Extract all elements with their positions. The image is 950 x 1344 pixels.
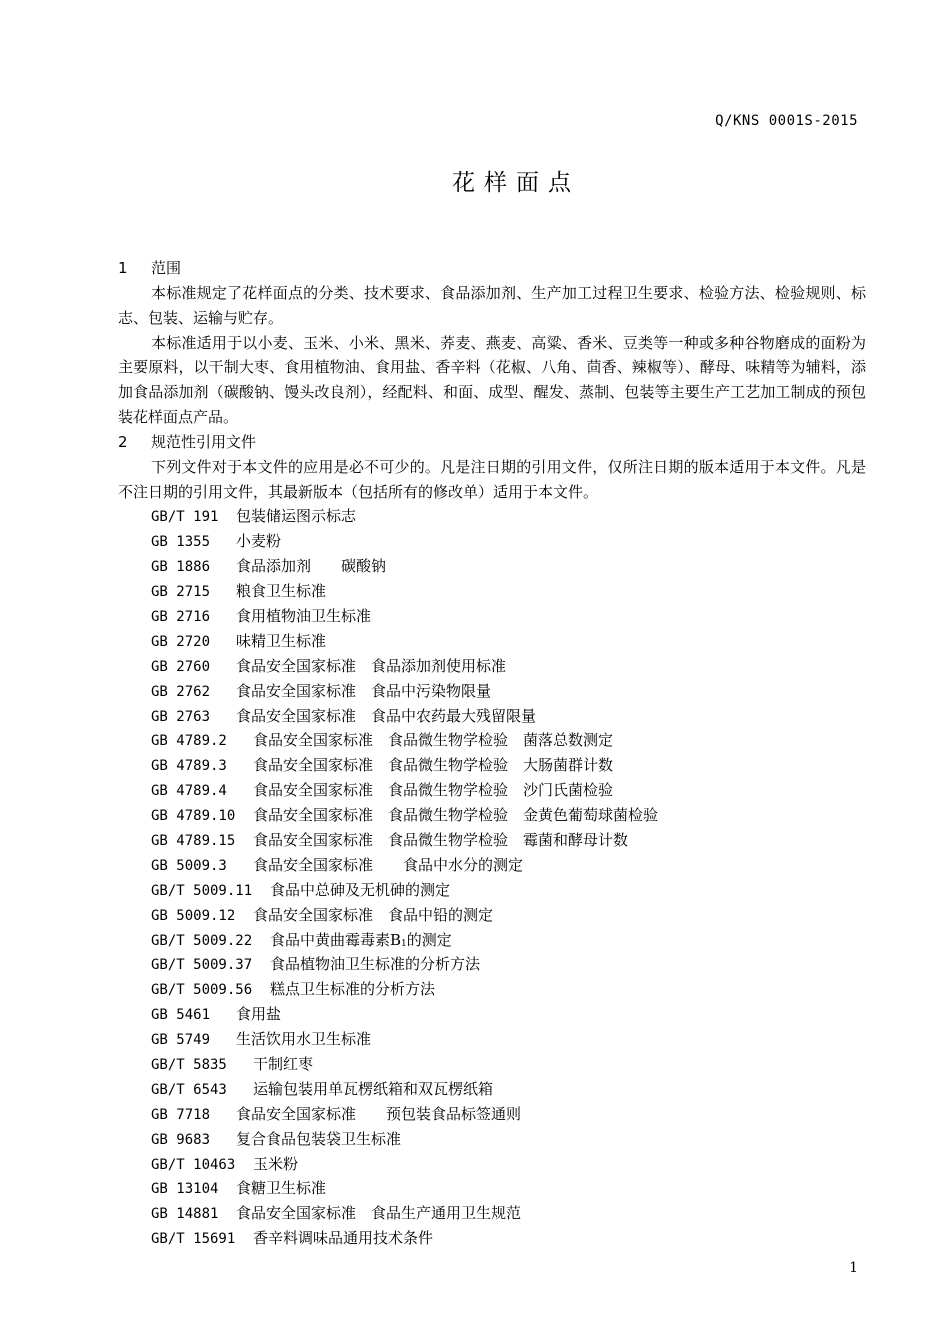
reference-code: GB/T 5835: [151, 1056, 227, 1073]
reference-code: GB/T 5009.37: [151, 957, 253, 974]
reference-code: GB 2760: [151, 658, 211, 675]
reference-title: 食品安全国家标准 预包装食品标签通则: [236, 1104, 522, 1123]
paragraph: 本标准规定了花样面点的分类、技术要求、食品添加剂、生产加工过程卫生要求、检验方法、检验规则、标志、包装、运输与贮存。: [118, 284, 866, 327]
reference-item: [118, 1052, 866, 1077]
reference-title: 食品安全国家标准 食品中铅的测定: [253, 905, 494, 924]
reference-item: [118, 878, 866, 903]
reference-code: GB 4789.15: [151, 832, 236, 849]
reference-title: 复合食品包装袋卫生标准: [236, 1129, 402, 1148]
reference-title: 粮食卫生标准: [236, 582, 327, 601]
reference-code: GB 2716: [151, 608, 211, 625]
reference-item: [118, 554, 866, 579]
reference-item: [118, 579, 866, 604]
reference-code: GB 2763: [151, 708, 211, 725]
reference-code: GB 5749: [151, 1032, 211, 1049]
reference-item: [118, 1002, 866, 1027]
reference-title: 味精卫生标准: [236, 631, 327, 650]
paragraph: 本标准适用于以小麦、玉米、小米、黑米、荞麦、燕麦、高粱、香米、豆类等一种或多种谷物磨成的面粉为主要原料，以干制大枣、食用植物油、食用盐、香辛料（花椒、八角、茴香、辣椒等）、酵母、味精等为辅料，添加食品添加剂（碳酸钠、馒头改良剂），经配料、和面、成型、醒发、蒸制、包装等主要生产工艺加工制成的预包装花样面点产品。: [118, 333, 866, 426]
reference-title: 干制红枣: [253, 1054, 314, 1073]
reference-code: GB 5009.3: [151, 857, 227, 874]
document-body: [118, 256, 866, 1251]
reference-title: 食品安全国家标准 食品微生物学检验 沙门氏菌检验: [253, 781, 614, 800]
section-number: 2: [118, 432, 128, 451]
reference-item: [118, 1102, 866, 1127]
reference-title: 食品中总砷及无机砷的测定: [270, 880, 451, 899]
reference-item: [118, 903, 866, 928]
reference-code: GB 4789.4: [151, 783, 227, 800]
reference-code: GB 1355: [151, 534, 211, 551]
reference-title: 食品安全国家标准 食品中水分的测定: [253, 855, 524, 874]
standard-code: Q/KNS 0001S-2015: [715, 113, 858, 129]
reference-title: 食品安全国家标准 食品中污染物限量: [236, 681, 492, 700]
reference-list: [118, 504, 866, 1251]
reference-item: [118, 803, 866, 828]
reference-code: GB 9683: [151, 1131, 211, 1148]
reference-code: GB 13104: [151, 1181, 219, 1198]
page-number: 1: [849, 1260, 858, 1276]
reference-title: 食品安全国家标准 食品添加剂使用标准: [236, 656, 507, 675]
reference-item: [118, 1152, 866, 1177]
reference-code: GB/T 191: [151, 509, 219, 526]
reference-item: [118, 952, 866, 977]
reference-code: GB 2762: [151, 683, 211, 700]
reference-item: [118, 853, 866, 878]
reference-item: [118, 1077, 866, 1102]
reference-title: 食用植物油卫生标准: [236, 606, 372, 625]
reference-title: 食品安全国家标准 食品微生物学检验 菌落总数测定: [253, 731, 614, 750]
reference-title-suffix: 的测定: [406, 930, 452, 949]
reference-item: [118, 778, 866, 803]
reference-item: [118, 654, 866, 679]
paragraph: 下列文件对于本文件的应用是必不可少的。凡是注日期的引用文件，仅所注日期的版本适用于本文件。凡是不注日期的引用文件，其最新版本（包括所有的修改单）适用于本文件。: [118, 457, 866, 501]
reference-item: [118, 679, 866, 704]
reference-title: 包装储运图示标志: [236, 507, 357, 526]
reference-code: GB 5009.12: [151, 907, 236, 924]
reference-item: [118, 704, 866, 729]
reference-title: 香辛料调味品通用技术条件: [253, 1229, 434, 1248]
reference-title: 生活饮用水卫生标准: [236, 1030, 372, 1049]
reference-item: [118, 504, 866, 529]
reference-code: GB 2720: [151, 633, 211, 650]
reference-item: [118, 629, 866, 654]
reference-code: GB 4789.2: [151, 733, 227, 750]
reference-code: GB 2715: [151, 584, 211, 601]
reference-code: GB 4789.10: [151, 808, 236, 825]
section-heading-scope: [118, 256, 866, 281]
reference-code: GB/T 10463: [151, 1156, 236, 1173]
reference-item: [118, 1127, 866, 1152]
reference-title: 食品安全国家标准 食品微生物学检验 金黄色葡萄球菌检验: [253, 806, 659, 825]
reference-code: GB/T 5009.56: [151, 982, 253, 999]
reference-title: 食品安全国家标准 食品生产通用卫生规范: [236, 1204, 522, 1223]
reference-code: GB 14881: [151, 1206, 219, 1223]
section-heading-references: [118, 430, 866, 455]
reference-title: 食品添加剂 碳酸钠: [236, 557, 387, 576]
reference-code: GB 5461: [151, 1007, 211, 1024]
reference-title: 玉米粉: [253, 1154, 299, 1173]
reference-item: [118, 928, 866, 953]
reference-item: [118, 828, 866, 853]
reference-title: 食用盐: [236, 1005, 282, 1024]
reference-code: GB/T 15691: [151, 1231, 236, 1248]
reference-item: [118, 1201, 866, 1226]
reference-code: GB 4789.3: [151, 758, 227, 775]
section-title: 规范性引用文件: [151, 432, 257, 451]
reference-code: GB 7718: [151, 1106, 211, 1123]
section-title: 范围: [151, 259, 182, 277]
reference-item: [118, 1027, 866, 1052]
reference-item: [118, 529, 866, 554]
reference-item: [118, 977, 866, 1002]
section-number: 1: [118, 259, 128, 277]
reference-title: 糕点卫生标准的分析方法: [270, 980, 436, 999]
reference-item: [118, 728, 866, 753]
reference-title: 小麦粉: [236, 532, 282, 551]
reference-code: GB/T 5009.11: [151, 882, 253, 899]
reference-item: [118, 1176, 866, 1201]
reference-title: 运输包装用单瓦楞纸箱和双瓦楞纸箱: [253, 1079, 494, 1098]
reference-title: 食糖卫生标准: [236, 1179, 327, 1198]
reference-title: 食品安全国家标准 食品中农药最大残留限量: [236, 706, 537, 725]
reference-code: GB/T 5009.22: [151, 932, 253, 949]
reference-item: [118, 753, 866, 778]
reference-code: GB 1886: [151, 559, 211, 576]
reference-code: GB/T 6543: [151, 1081, 227, 1098]
reference-item: [118, 1226, 866, 1251]
reference-title: 食品中黄曲霉毒素B: [270, 930, 402, 949]
reference-item: [118, 604, 866, 629]
reference-subscript: 1: [401, 938, 407, 949]
reference-title: 食品植物油卫生标准的分析方法: [270, 955, 481, 974]
reference-title: 食品安全国家标准 食品微生物学检验 大肠菌群计数: [253, 756, 614, 775]
document-title: 花样面点: [452, 170, 580, 196]
reference-title: 食品安全国家标准 食品微生物学检验 霉菌和酵母计数: [253, 830, 629, 849]
